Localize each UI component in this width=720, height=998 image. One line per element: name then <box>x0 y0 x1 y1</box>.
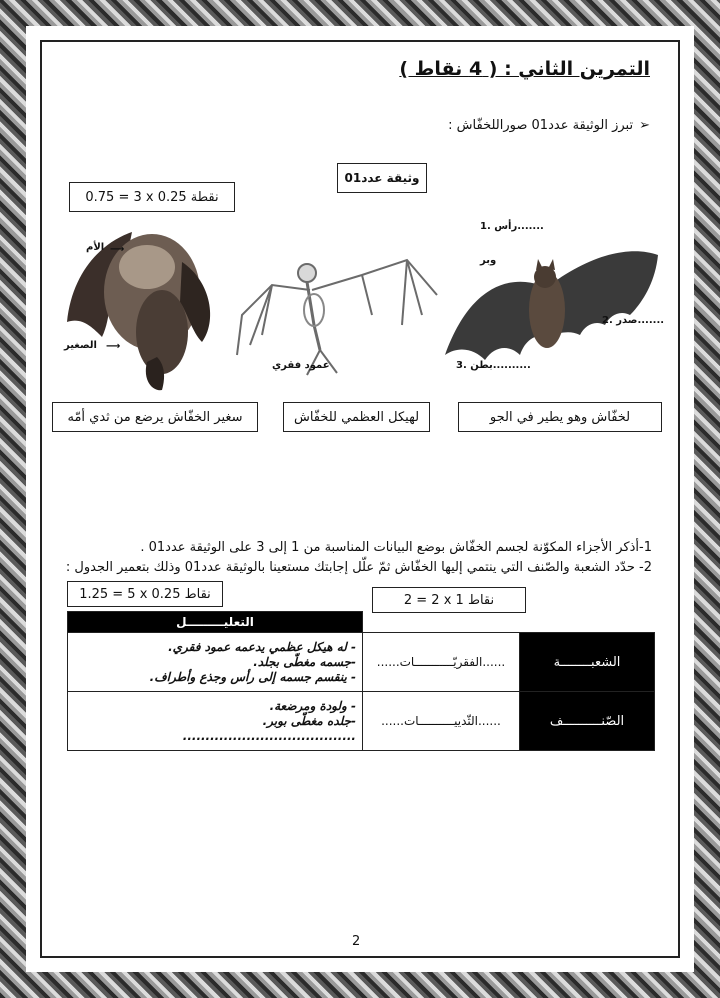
score-box-classification: 2 = 2 x 1 نقاط <box>372 587 526 613</box>
phylum-label: الشعبــــــــة <box>520 633 655 692</box>
class-label: الصّنــــــــــف <box>520 692 655 751</box>
label-young: الصغير <box>64 340 97 351</box>
exercise-intro <box>448 118 650 133</box>
bat-nursing-image <box>62 222 222 397</box>
phylum-value: ......الفقريّـــــــــــات...... <box>363 633 520 692</box>
question-1: 1-أذكر الأجزاء المكوّنة لجسم الخفّاش بوضع البيانات المناسبة من 1 إلى 3 على الوثيقة عدد01 . <box>140 540 652 555</box>
label-mother: الأم <box>86 242 105 253</box>
question-2: 2- حدّد الشعبة والصّنف التي ينتمي إليها الخفّاش ثمّ علّل إجابتك مستعينا بالوثيقة عدد01 وذلك بتعمير الجدول : <box>65 560 652 575</box>
caption-flying-bat: لخفّاش وهو يطير في الجو <box>458 402 662 432</box>
pointer-arrow-icon: ⟶ <box>110 244 125 255</box>
exercise-title: التمرين الثاني : ( 4 نقاط ) <box>399 58 650 80</box>
reason-line: ...................................... <box>182 728 356 743</box>
reason-line: -جلده مغطّى بوبر. <box>262 713 356 728</box>
flying-bat-image <box>440 215 668 390</box>
reason-line: - ولودة ومرضعة. <box>269 698 356 713</box>
justification-cell <box>68 633 363 692</box>
document-label: وثيقة عدد01 <box>337 163 427 193</box>
label-vertebral-column: عمود فقري <box>272 360 330 371</box>
intro-text: تبرز الوثيقة عدد01 صوراللخفّاش : <box>448 118 634 133</box>
score-box-top: 0.75 = 3 x 0.25 نقطة <box>69 182 235 212</box>
label-chest: 2. صدر....... <box>602 315 665 326</box>
label-belly: 3. بطن.......... <box>456 360 531 371</box>
reason-line: - له هيكل عظمي يدعمه عمود فقري. <box>168 639 356 654</box>
justification-cell <box>68 692 363 751</box>
table-row <box>68 633 655 692</box>
reason-line: -جسمه مغطّى بجلد. <box>253 654 356 669</box>
caption-skeleton: لهيكل العظمي للخفّاش <box>283 402 430 432</box>
label-fur: وبر <box>480 255 497 266</box>
arrow-bullet-icon: ➢ <box>639 118 650 133</box>
score-box-justification: 1.25 = 5 x 0.25 نقاط <box>67 581 223 607</box>
label-head: 1. رأس....... <box>480 221 544 232</box>
pointer-arrow-icon: ⟶ <box>106 341 121 352</box>
bat-skeleton-image <box>232 255 447 380</box>
table-row <box>68 692 655 751</box>
reason-line: - ينقسم جسمه إلى رأس وجذع وأطراف. <box>149 669 356 684</box>
page-number: 2 <box>352 934 361 949</box>
justification-header: التعليـــــــــل <box>68 612 363 633</box>
class-value: ......الثّدييــــــــــات...... <box>363 692 520 751</box>
classification-table <box>67 611 655 751</box>
caption-nursing: سغير الخفّاش يرضع من ثدي أمّه <box>52 402 258 432</box>
